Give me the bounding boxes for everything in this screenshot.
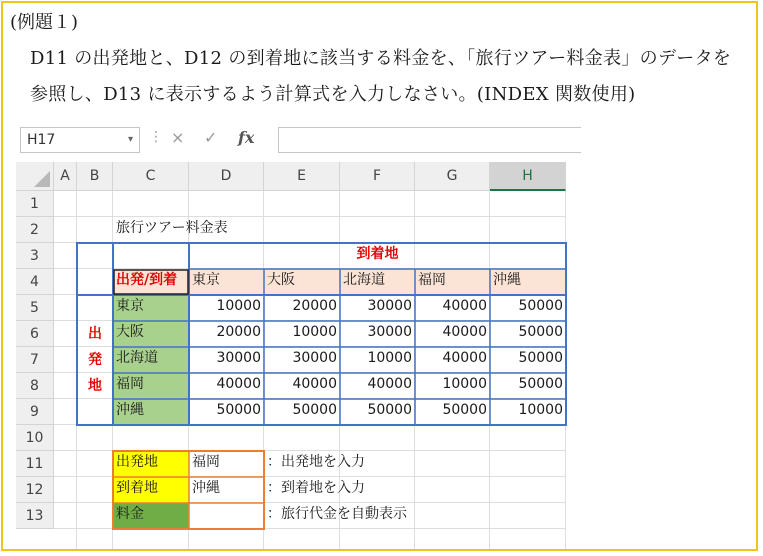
fare-cell[interactable]: 10000 — [442, 376, 487, 392]
column-header-h[interactable]: H — [490, 162, 566, 191]
row-header-1[interactable]: 1 — [16, 191, 54, 217]
departure-label-char: 発 — [88, 352, 102, 368]
fee-label[interactable]: 料金 — [113, 503, 189, 529]
departure-label-char: 出 — [88, 326, 102, 342]
destination-header-cell[interactable]: 大阪 — [264, 269, 340, 295]
fare-cell[interactable]: 30000 — [367, 298, 412, 314]
fare-cell[interactable]: 30000 — [216, 350, 261, 366]
grid-cell[interactable] — [490, 477, 566, 503]
row-header-2[interactable]: 2 — [16, 217, 54, 243]
grid-cell[interactable] — [77, 217, 113, 243]
grid-cell[interactable] — [54, 529, 77, 549]
grid-cell[interactable] — [189, 529, 264, 549]
cancel-icon[interactable]: × — [171, 128, 185, 147]
origin-cell[interactable]: 大阪 — [113, 321, 189, 347]
grid-cell[interactable] — [490, 191, 566, 217]
grid-cell[interactable] — [54, 399, 77, 425]
grid-cell[interactable] — [54, 321, 77, 347]
grid-cell[interactable] — [77, 529, 113, 549]
fare-cell[interactable]: 50000 — [216, 402, 261, 418]
fee-result-cell[interactable] — [189, 503, 264, 529]
row-header-12[interactable]: 12 — [16, 477, 54, 503]
grid-cell[interactable] — [77, 243, 113, 269]
row-header-9[interactable]: 9 — [16, 399, 54, 425]
grid-cell[interactable] — [113, 191, 189, 217]
grid-cell[interactable] — [54, 295, 77, 321]
column-header-g[interactable]: G — [415, 162, 490, 191]
fare-cell[interactable]: 50000 — [442, 402, 487, 418]
column-header-f[interactable]: F — [340, 162, 415, 191]
row-header-3[interactable]: 3 — [16, 243, 54, 269]
fare-cell[interactable]: 20000 — [216, 324, 261, 340]
grid-cell[interactable] — [189, 191, 264, 217]
grid-cell[interactable] — [77, 503, 113, 529]
departure-input-cell[interactable]: 福岡 — [192, 454, 220, 470]
grid-cell[interactable] — [415, 529, 490, 549]
fare-cell[interactable]: 50000 — [518, 350, 563, 366]
column-header-d[interactable]: D — [189, 162, 264, 191]
destination-header-cell[interactable]: 福岡 — [415, 269, 490, 295]
fare-cell[interactable]: 30000 — [367, 324, 412, 340]
grid-cell[interactable] — [415, 217, 490, 243]
row-header-11[interactable]: 11 — [16, 451, 54, 477]
grid-cell[interactable] — [264, 425, 340, 451]
grid-cell[interactable] — [77, 269, 113, 295]
grid-cell[interactable] — [490, 451, 566, 477]
fee-note[interactable]: ：旅行代金を自動表示 — [267, 506, 407, 522]
grid-cell[interactable] — [340, 217, 415, 243]
grid-cell[interactable] — [415, 425, 490, 451]
arrival-header-cell[interactable]: 到着地 — [356, 246, 399, 262]
grid-cell[interactable] — [54, 347, 77, 373]
arrival-input-cell[interactable]: 沖縄 — [192, 480, 220, 496]
example-description-line-1: D11 の出発地と、D12 の到着地に該当する料金を、「旅行ツアー料金表」のデータを — [30, 48, 732, 69]
column-header-a[interactable]: A — [54, 162, 77, 191]
row-header-13[interactable]: 13 — [16, 503, 54, 529]
grid-cell[interactable] — [490, 503, 566, 529]
grid-cell[interactable] — [415, 191, 490, 217]
arrival-input-label[interactable]: 到着地 — [113, 477, 189, 503]
departure-vertical-label[interactable] — [77, 295, 113, 425]
example-description-line-2: 参照し、D13 に表示するよう計算式を入力しなさい。(INDEX 関数使用) — [30, 84, 636, 105]
fare-cell[interactable]: 40000 — [442, 298, 487, 314]
fare-cell[interactable]: 50000 — [518, 298, 563, 314]
fare-cell[interactable]: 10000 — [292, 324, 337, 340]
grid-cell[interactable] — [54, 243, 77, 269]
column-header-c[interactable]: C — [113, 162, 189, 191]
grid-cell[interactable] — [77, 477, 113, 503]
grid-cell[interactable] — [340, 191, 415, 217]
departure-note[interactable]: ：出発地を入力 — [267, 454, 365, 470]
fare-cell[interactable]: 10000 — [216, 298, 261, 314]
grid-cell[interactable] — [113, 243, 189, 269]
grid-cell[interactable] — [340, 425, 415, 451]
enter-icon[interactable]: ✓ — [204, 128, 218, 147]
fare-cell[interactable]: 40000 — [367, 376, 412, 392]
fare-cell[interactable]: 10000 — [518, 402, 563, 418]
table-title-cell[interactable]: 旅行ツアー料金表 — [116, 220, 228, 236]
formula-input[interactable] — [278, 127, 581, 153]
row-header-8[interactable]: 8 — [16, 373, 54, 399]
grid-cell[interactable] — [490, 425, 566, 451]
grid-cell[interactable] — [77, 451, 113, 477]
column-header-e[interactable]: E — [264, 162, 340, 191]
grid-cell[interactable] — [54, 451, 77, 477]
grid-cell[interactable] — [264, 529, 340, 549]
origin-cell[interactable]: 福岡 — [113, 373, 189, 399]
insert-function-icon[interactable]: fx — [238, 128, 255, 147]
arrival-note[interactable]: ：到着地を入力 — [267, 480, 365, 496]
chevron-down-icon[interactable]: ▾ — [127, 134, 133, 145]
fare-cell[interactable]: 10000 — [367, 350, 412, 366]
name-box-value: H17 — [27, 132, 56, 148]
column-header-b[interactable]: B — [77, 162, 113, 191]
example-title: (例題１) — [10, 12, 79, 33]
grid-cell[interactable] — [77, 425, 113, 451]
corner-label-cell[interactable]: 出発/到着 — [113, 269, 189, 295]
row-header-5[interactable]: 5 — [16, 295, 54, 321]
grid-cell[interactable] — [54, 503, 77, 529]
grid-cell[interactable] — [340, 529, 415, 549]
fare-cell[interactable]: 20000 — [292, 298, 337, 314]
origin-cell[interactable]: 北海道 — [113, 347, 189, 373]
departure-label-char: 地 — [88, 378, 102, 394]
fare-cell[interactable]: 40000 — [442, 350, 487, 366]
grid-cell[interactable] — [77, 191, 113, 217]
destination-header-cell[interactable]: 東京 — [189, 269, 264, 295]
grid-cell[interactable] — [264, 191, 340, 217]
fare-cell[interactable]: 30000 — [292, 350, 337, 366]
row-header-6[interactable]: 6 — [16, 321, 54, 347]
formula-bar — [16, 117, 581, 162]
grid-cell[interactable] — [113, 425, 189, 451]
grid-cell[interactable] — [54, 191, 77, 217]
grid-cell[interactable] — [490, 217, 566, 243]
row-header-10[interactable]: 10 — [16, 425, 54, 451]
row-header-7[interactable]: 7 — [16, 347, 54, 373]
grid-cell[interactable] — [54, 217, 77, 243]
grid-cell[interactable] — [189, 425, 264, 451]
fare-cell[interactable]: 40000 — [442, 324, 487, 340]
fare-cell[interactable]: 50000 — [292, 402, 337, 418]
departure-input-label[interactable]: 出発地 — [113, 451, 189, 477]
select-all-button[interactable] — [16, 162, 54, 191]
grid-cell[interactable] — [54, 373, 77, 399]
spreadsheet — [16, 117, 581, 549]
fare-cell[interactable]: 50000 — [367, 402, 412, 418]
grid-cell[interactable] — [54, 477, 77, 503]
grid-cell[interactable] — [54, 269, 77, 295]
grid-cell[interactable] — [490, 529, 566, 549]
row-header-4[interactable]: 4 — [16, 269, 54, 295]
fare-cell[interactable]: 40000 — [216, 376, 261, 392]
fare-cell[interactable]: 50000 — [518, 324, 563, 340]
fare-cell[interactable]: 50000 — [518, 376, 563, 392]
origin-cell[interactable]: 沖縄 — [113, 399, 189, 425]
more-icon: ⋮ — [149, 129, 163, 145]
destination-header-cell[interactable]: 沖縄 — [490, 269, 566, 295]
name-box[interactable] — [20, 127, 140, 153]
origin-cell[interactable]: 東京 — [113, 295, 189, 321]
destination-header-cell[interactable]: 北海道 — [340, 269, 415, 295]
fare-cell[interactable]: 40000 — [292, 376, 337, 392]
grid-cell[interactable] — [54, 425, 77, 451]
grid-cell[interactable] — [113, 529, 189, 549]
